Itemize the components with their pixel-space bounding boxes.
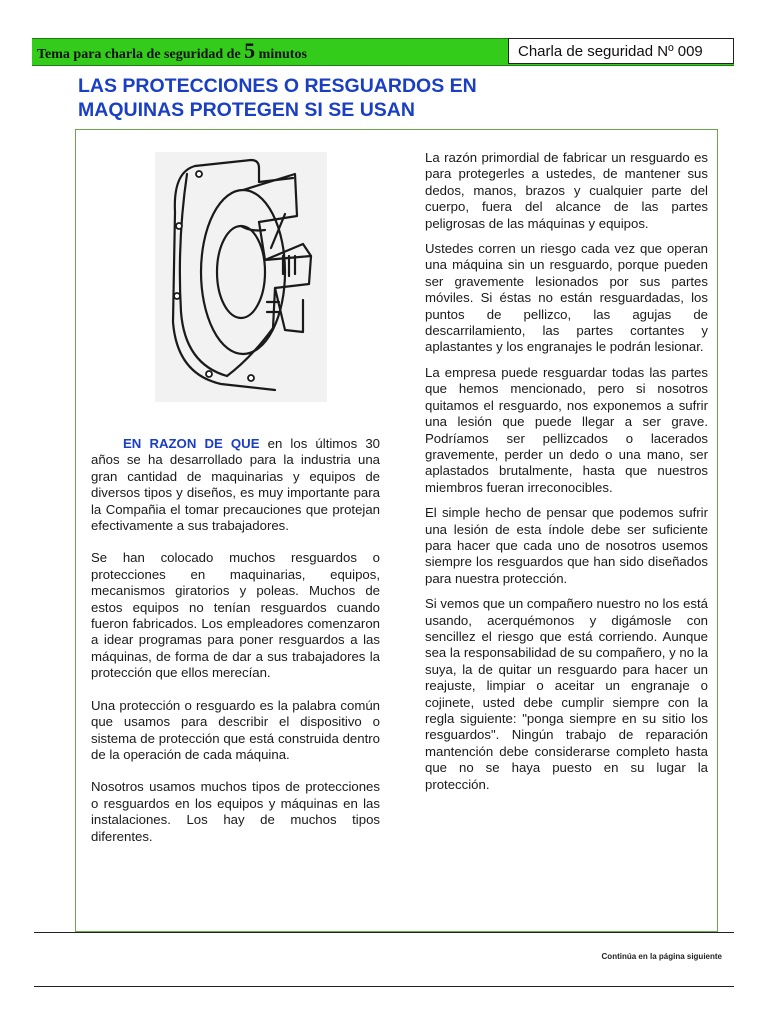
page-title: [78, 74, 678, 122]
continued-note: Continúa en la página siguiente: [601, 952, 722, 961]
topic-suffix: minutos: [255, 47, 307, 62]
left-paragraph-2: Se han colocado muchos resguardos o protecciones en maquinarias, equipos, mecanismos giratorios y poleas. Muchos de estos equipos no tenían resguardos cuando fueron fabricados. Los empleadores comenzaron a idear programas para poner resguardos a las máquinas, de forma de dar a sus trabajadores la protección que ellos merecían.: [91, 550, 380, 681]
right-paragraph-5: Si vemos que un compañero nuestro no los está usando, acerquémonos y digámosle con sencillez el riesgo que está corriendo. Aunque sea la responsabilidad de su compañero, y no la suya, la de quitar un resguardo para hacer un reajuste, limpiar o aceitar un engranaje o cojinete, usted debe cumplir siempre con la regla siguiente: "ponga siempre en su sitio los resguardos". Ningún trabajo de reparación mantención debe considerarse completo hasta que no se haya puesto en su lugar la protección.: [425, 596, 708, 792]
left-column: [91, 436, 380, 845]
left-paragraph-1-rest: en los últimos 30 años se ha desarrollado para la industria una gran cantidad de maquinarias y equipos de diversos tipos y diseños, es muy importante para la Compañia el tomar precauciones que protejan efectivamente a sus trabajadores.: [91, 436, 380, 534]
left-paragraph-4: Nosotros usamos muchos tipos de protecciones o resguardos en los equipos y máquinas en las instalaciones. Los hay de muchos tipos diferentes.: [91, 779, 380, 844]
right-paragraph-2: Ustedes corren un riesgo cada vez que operan una máquina sin un resguardo, porque pueden ser gravemente lesionados por sus partes móviles. Si éstas no están resguardadas, los puntos de pellizco, las agujas de descarrilamiento, las partes cortantes y aplastantes y los engranajes le podrán lesionar.: [425, 241, 708, 355]
lead-phrase: EN RAZON DE QUE: [123, 436, 260, 451]
right-paragraph-4: El simple hecho de pensar que podemos sufrir una lesión de esta índole debe ser suficiente para hacer que cada uno de nosotros usemos siempre los resguardos que han sido diseñados para nuestra protección.: [425, 505, 708, 586]
title-line-2: MAQUINAS PROTEGEN SI SE USAN: [78, 99, 415, 121]
right-paragraph-1: La razón primordial de fabricar un resguardo es para protegerles a ustedes, de mantener sus dedos, manos, brazos y cualquier parte del cuerpo, fuera del alcance de las partes peligrosas de las máquinas y equipos.: [425, 150, 708, 231]
topic-heading: [37, 40, 307, 63]
left-paragraph-1: [91, 436, 380, 534]
footer-divider-bottom: [34, 986, 734, 987]
right-paragraph-3: La empresa puede resguardar todas las partes que hemos mencionado, pero si nosotros quitamos el resguardo, nos exponemos a sufrir una lesión que puede llegar a ser grave. Podríamos ser pellizcados o lacerados gravemente, perder un dedo o una mano, ser aplastados brutalmente, hasta que nuestros miembros fueran irreconocibles.: [425, 364, 708, 495]
header-bar: [32, 38, 734, 66]
bench-grinder-guard-drawing: [155, 152, 327, 402]
talk-number-box: [508, 38, 734, 64]
grinder-guard-icon: [155, 152, 327, 402]
talk-number-label: Charla de seguridad Nº 009: [518, 43, 703, 60]
right-column: [425, 150, 708, 793]
topic-number: 5: [244, 38, 256, 63]
title-line-1: LAS PROTECCIONES O RESGUARDOS EN: [78, 75, 477, 97]
footer-divider-top: [34, 932, 734, 933]
topic-prefix: Tema para charla de seguridad de: [37, 47, 245, 62]
left-paragraph-3: Una protección o resguardo es la palabra común que usamos para describir el dispositivo o sistema de protección que está construida dentro de la operación de cada máquina.: [91, 697, 380, 762]
